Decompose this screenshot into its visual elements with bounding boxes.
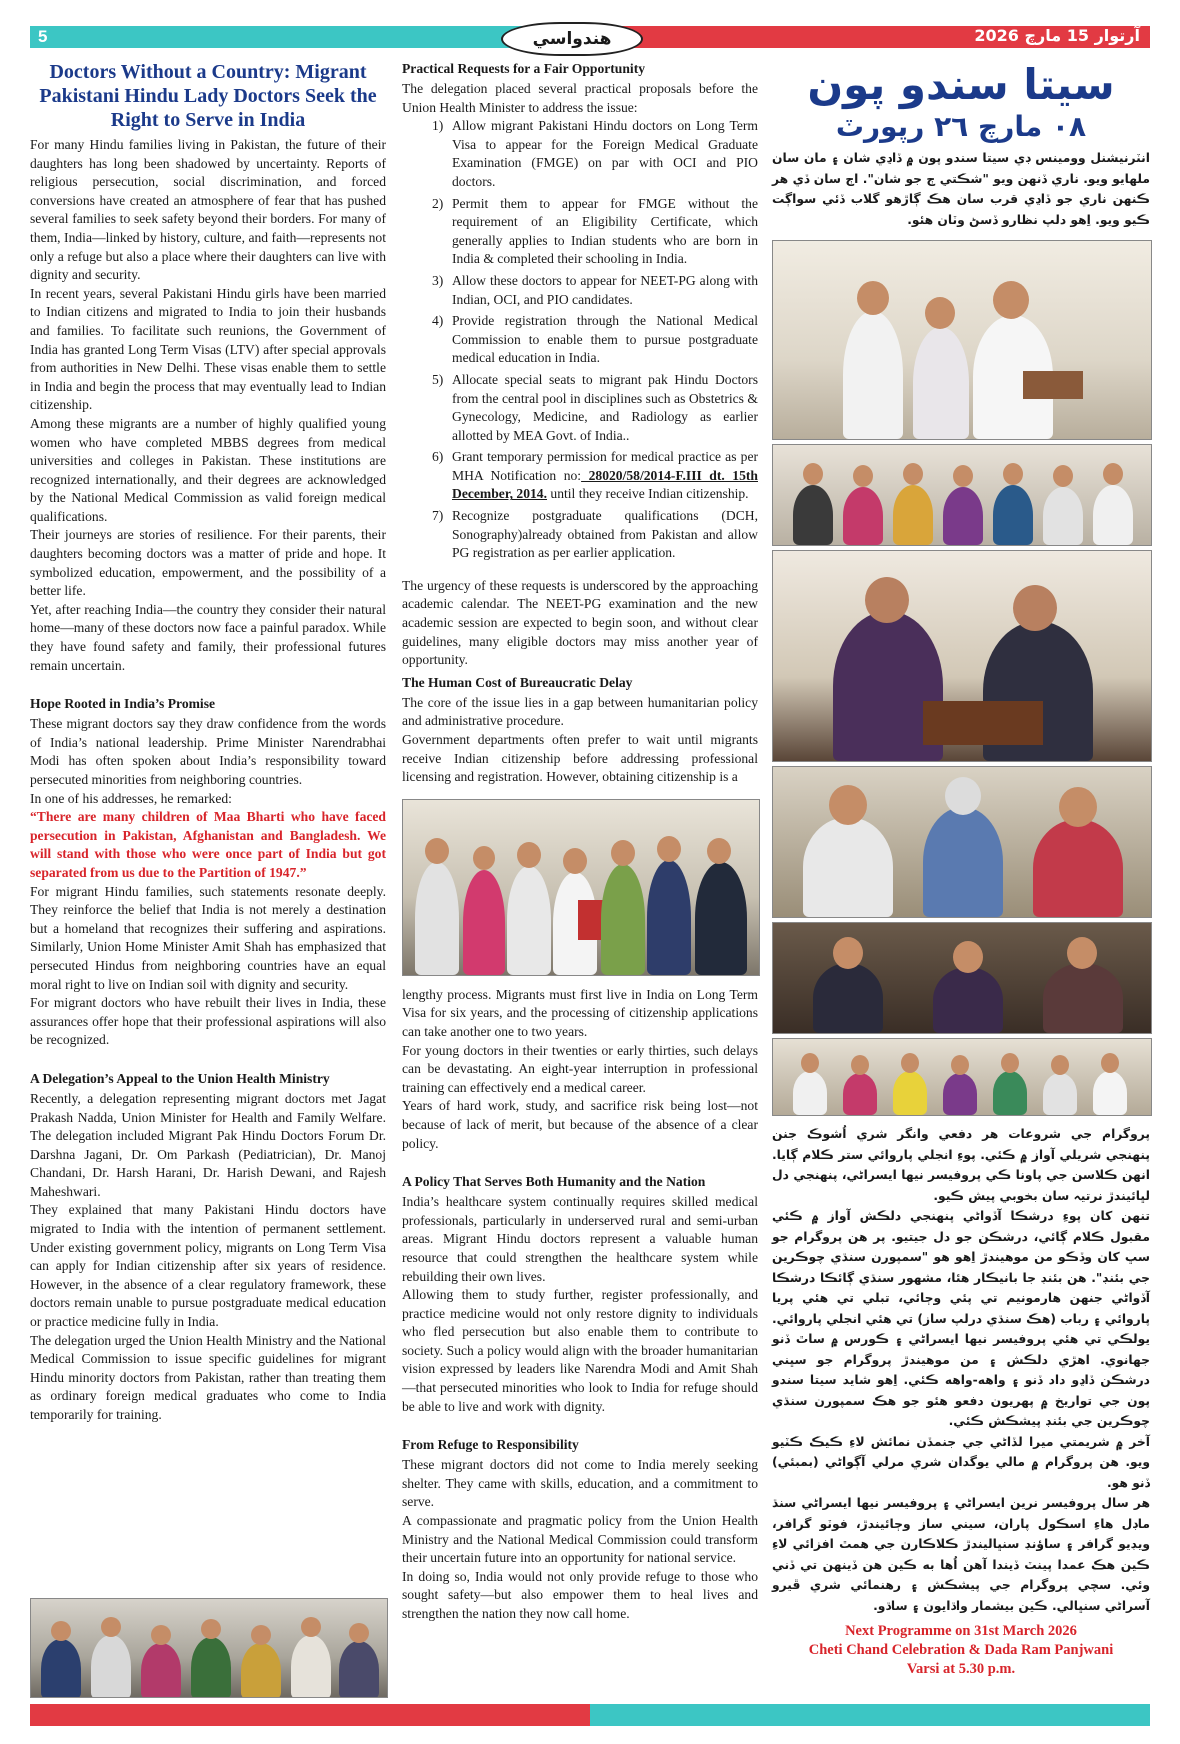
- top-banner-cyan: [30, 26, 540, 48]
- next-programme: Next Programme on 31st March 2026 Cheti Chand Celebration & Dada Ram Panjwani Varsi at 5.30 p.m.: [808, 1623, 1114, 1677]
- modi-quote: “There are many children of Maa Bharti who have faced persecution in Pakistan, Afghanistan and Bangladesh. We will stand with those who were once part of India but got separated from us due to the Partition of 1947.”: [30, 809, 386, 880]
- sindhi-paragraph: تنهن کان پوءِ درشڪا آڏواڻي پنهنجي دلڪش آواز ۾ ڪئي مقبول ڪلام ڳائي، درشڪن جو دل جيتيو. پر هن پروگرام جو سڀ کان وڏڪو من موهيندڙ اِهو هو "سمپورن سنڌي چوڪرين جي بئنڊ". هن بئنڊ جا بانيڪار هئا، مشهور سنڌي ڳائڪا درشڪا آڏواڻي جنهن هارمونيم تي پئي وڄائي، تبلي تي هئي پريا پاروائي ۽ رباب (هڪ سنڌي درلپ ساز) تي هئي انجلي پاروائي. يولڪي تي هئي پروفيسر نيها ايسراڻي ۽ ڪورس ۾ ساٿ ڏنو جهانوي. اهڙي دلڪش ۽ من موهيندڙ پروگرام جو سڀني درشڪن ڏاڍو داد ڏنو ۽ واهه-واهه ڪئي. اِهو شايد سيتا سندو پون جي تواريخ ۾ پهريون دفعو هئو جو هڪ سمپورن سنڌي چوڪرين جي بئنڊ پيشڪش ڪئي.: [772, 1209, 1150, 1428]
- policy-paragraph: Allowing them to study further, register professionally, and practice medicine would not only restore dignity to individuals who fled persecution but also enable them to contribute to society. Such a policy would align with the broader humanitarian vision expressed by leaders like Narendra Modi and Amit Shah—that persecuted minorities who look to India for refuge should be able to live and work with dignity.: [402, 1287, 758, 1414]
- article-headline: Doctors Without a Country: Migrant Pakistani Hindu Lady Doctors Seek the Right to Serve in India: [39, 61, 377, 131]
- refuge-paragraph: These migrant doctors did not come to India merely seeking shelter. They came with skills, education, and a commitment to serve.: [402, 1457, 758, 1510]
- event-photo-3: [772, 550, 1152, 762]
- cost-paragraph: lengthy process. Migrants must first live in India on Long Term Visa for six years, and the processing of citizenship applications can take another one to two years.: [402, 986, 758, 1039]
- intro-paragraph: Their journeys are stories of resilience. For their parents, their daughters becoming doctors was a matter of pride and hope. It symbolized education, empowerment, and the possibility of a better life.: [30, 527, 386, 599]
- event-photo-1: [772, 240, 1152, 440]
- bottom-banner-red: [30, 1704, 590, 1726]
- section-heading-cost: The Human Cost of Bureaucratic Delay: [402, 674, 633, 690]
- section-heading-requests: Practical Requests for a Fair Opportunity: [402, 61, 646, 76]
- cost-paragraph: For young doctors in their twenties or early thirties, such delays can be devastating. An eight-year interruption in professional training can effectively end a medical career.: [402, 1042, 758, 1095]
- hope-paragraph: In one of his addresses, he remarked:: [30, 790, 232, 806]
- column-left: [30, 60, 386, 1425]
- column-middle: [402, 60, 758, 1624]
- bottom-banner: [30, 1704, 1150, 1726]
- bottom-banner-cyan: [590, 1704, 1150, 1726]
- list-item: 7) Recognize postgraduate qualifications (DCH, Sonography)already obtained from Pakistan and allow PG registration as per earlier application.: [432, 508, 758, 561]
- intro-paragraph: Among these migrants are a number of highly qualified young women who have completed MBBS degrees from medical universities and colleges in Pakistan. These institutions are recognized internationally, and their degrees are acknowledged by the National Medical Commission as valid foreign medical qualifications.: [30, 415, 386, 524]
- intro-paragraph: For many Hindu families living in Pakistan, the future of their daughters has long been shadowed by uncertainty. Reports of religious persecution, social discrimination, and forced conversions have created an atmosphere of fear that has pushed several families to seek safety beyond their borders. For many of them, India—linked by history, culture, and faith—represents not only a refuge but also a place where their daughters can live with dignity and security.: [30, 137, 386, 283]
- hope-paragraph: These migrant doctors say they draw confidence from the words of India’s national leadership. Prime Minister Narendrabhai Modi has often spoken about India’s responsibility toward persecuted minorities from neighboring countries.: [30, 716, 386, 787]
- intro-paragraph: Yet, after reaching India—the country they consider their natural home—many of these doctors now face a painful paradox. While they have found safety and family, their professional futures remain uncertain.: [30, 601, 386, 673]
- notification-reference: 28020/58/2014-F.III dt. 15th December, 2014.: [452, 467, 758, 502]
- delegation-photo: [402, 799, 760, 976]
- event-photo-5: [772, 922, 1152, 1034]
- sindhi-paragraph: هر سال پروفيسر نرين ايسراڻي ۽ پروفيسر نيها ايسراڻي سنڌ ماڊل هاءِ اسڪول پاران، سيني ساز وڄائيندڙ، فوٽو گرافر، ويڊيو گرافر ۽ ساؤنڊ سنڀاليندڙ ڪلاڪارن جي همٿ افزائي لاءِ ڪين هڪ عمدا پينٽ ڏيندا آهن اُها به ڪين هن ڏينهن تي ڏني وئي. سچي پروگرام جي پيشڪش ۽ رهنمائي شري ڦيرو آسراڻي سنڀالي. ڪين بيشمار واڌايون ۽ ساڌو.: [772, 1496, 1150, 1613]
- hope-paragraph: For migrant doctors who have rebuilt their lives in India, these assurances offer hope that their professional aspirations will also be recognized.: [30, 995, 386, 1048]
- refuge-paragraph: A compassionate and pragmatic policy from the Union Health Ministry and the National Medical Commission could transform their uncertain future into an opportunity for national service.: [402, 1513, 758, 1566]
- delegation-paragraph: They explained that many Pakistani Hindu doctors have migrated to India with the intention of permanent settlement. Under existing government policy, migrants on Long Term Visa can apply for Indian citizenship after six years of residence. However, in the absence of a clear regulatory framework, these doctors remain unable to pursue postgraduate medical education or practice medicine fully in India.: [30, 1202, 386, 1330]
- event-photo-2: [772, 444, 1152, 546]
- requests-intro: The delegation placed several practical proposals before the Union Health Minister to address the issue:: [402, 81, 758, 115]
- list-item: 3) Allow these doctors to appear for NEET-PG along with Indian, OCI, and PIO candidates.: [432, 272, 758, 307]
- cost-paragraph: Government departments often prefer to wait until migrants receive Indian citizenship before addressing professional licensing and registration. However, obtaining citizenship is a: [402, 732, 758, 785]
- cost-paragraph: The core of the issue lies in a gap between humanitarian policy and administrative procedure.: [402, 694, 758, 729]
- delegation-paragraph: Recently, a delegation representing migrant doctors met Jagat Prakash Nadda, Union Minister for Health and Family Welfare. The delegation included Migrant Pak Hindu Doctors Forum Dr. Darshna Jagani, Dr. Om Parkash (Pediatrician), Dr. Manoj Chandani, Dr. Harsh Harani, Dr. Harish Dewani, and Rajesh Maheshwari.: [30, 1090, 386, 1199]
- dateline: آرتوار 15 مارچ 2026: [974, 26, 1140, 45]
- group-photo: [30, 1598, 388, 1698]
- refuge-paragraph: In doing so, India would not only provide refuge to those who sought safety—but also empower them to heal lives and strengthen the nation they now call home.: [402, 1568, 758, 1621]
- event-photo-4: [772, 766, 1152, 918]
- section-heading-delegation: A Delegation’s Appeal to the Union Health Ministry: [30, 1070, 330, 1086]
- sindhi-title: سيتا سندو پون: [807, 60, 1115, 109]
- section-heading-refuge: From Refuge to Responsibility: [402, 1437, 579, 1453]
- list-item: 4) Provide registration through the National Medical Commission to enable them to pursue postgraduate medical education in India.: [432, 313, 758, 366]
- list-item: 1) Allow migrant Pakistani Hindu doctors on Long Term Visa to appear for the Foreign Medical Graduate Examination (FMGE) on par with OCI and PIO doctors.: [432, 118, 758, 189]
- column-right: [772, 60, 1150, 1679]
- requests-list: [402, 117, 758, 563]
- sindhi-intro: انٽرنيشنل وومينس ڊي سيتا سندو پون ۾ ڏاڍي شان ۽ مان سان ملهايو ويو. ناري ڏنهن ويو "شڪتي ڄ جو شان". اڄ سان ڏي هر ڪنهن ناري جو ڏاڍي قرب سان هڪ ڳاڙهو گلاب ڏئي سواڳت ڪيو ويو. اِهو دلپ نظارو ڏسڻ وٽان هئو.: [772, 151, 1150, 227]
- section-heading-hope: Hope Rooted in India’s Promise: [30, 696, 216, 712]
- sindhi-paragraph: آخر ۾ شريمتي ميرا لڏاڻي جي جنمڏن نمائش لاءِ ڪيڪ ڪٽيو ويو. هن پروگرام ۾ مالي يوگدان شري مرلي آڳواڻي (بمبئي) ڏنو هو.: [772, 1434, 1150, 1490]
- delegation-paragraph: The delegation urged the Union Health Ministry and the National Medical Commission to issue specific guidelines for migrant Hindu minority doctors from Pakistan, rather than treating them as ordinary foreign medical graduates who come to India temporarily for training.: [30, 1332, 386, 1422]
- list-item: 6) Grant temporary permission for medical practice as per MHA Notification no: 28020/58/2014-F.III dt. 15th December, 2014. until they receive Indian citizenship.: [432, 449, 758, 502]
- hope-paragraph: For migrant Hindu families, such statements resonate deeply. They reinforce the belief that India is not merely a destination but a homeland that recognizes their suffering and aspirations. Similarly, Union Home Minister Amit Shah has emphasized that persecuted Hindus from neighboring countries have an equal moral right to live on Indian soil with dignity and security.: [30, 883, 386, 992]
- policy-paragraph: India’s healthcare system continually requires skilled medical professionals, particularly in underserved rural and semi-urban areas. Migrant Hindu doctors represent a valuable human resource that could strengthen the healthcare system while rebuilding their own lives.: [402, 1194, 758, 1284]
- list-item: 2) Permit them to appear for FMGE without the requirement of an Eligibility Certificate, which generally applies to Indian students who are born in India & completed their schooling in India.: [432, 195, 758, 267]
- urgency-paragraph: The urgency of these requests is underscored by the approaching academic calendar. The NEET-PG examination and the new academic session are expected to begin soon, and without clear guidelines, many eligible doctors may miss another year of opportunity.: [402, 577, 758, 668]
- section-heading-policy: A Policy That Serves Both Humanity and the Nation: [402, 1174, 706, 1190]
- event-photo-6: [772, 1038, 1152, 1116]
- intro-paragraph: In recent years, several Pakistani Hindu girls have been married to Indian citizens and migrated to India to join their husbands and families. To facilitate such reunions, the Government of India has granted Long Term Visas (LTV) after special approvals from authorities in New Delhi. These visas enable them to settle in India and begin the process that may eventually lead to Indian citizenship.: [30, 285, 386, 413]
- sindhi-paragraph: پروگرام جي شروعات هر دفعي وانگر شري اُشوڪ جنن پنهنجي شريلي آواز ۾ ڪئي. پوءِ انجلي پاروائي ستر ڪلام ڳايا. انهن ڪلاسن جي پاونا ڪي پروفيسر نيها ايسراڻي، پنهنجي دل لڀائيندڙ نرتيہ سان بخوبي پيش ڪيو.: [772, 1127, 1150, 1203]
- cost-paragraph: Years of hard work, study, and sacrifice risk being lost—not because of lack of merit, but because of the absence of a clear policy.: [402, 1098, 758, 1151]
- masthead-logo: هندواسي: [501, 22, 643, 56]
- page-number: 5: [38, 27, 48, 46]
- list-item: 5) Allocate special seats to migrant pak Hindu Doctors from the central pool in disciplines such as Obstetrics & Gynecology, Medicine, and Radiology as earlier allotted by MEA Govt. of India..: [432, 371, 758, 443]
- sindhi-subtitle: ٠٨ مارچ ٢٦ رپورٽ: [835, 110, 1087, 143]
